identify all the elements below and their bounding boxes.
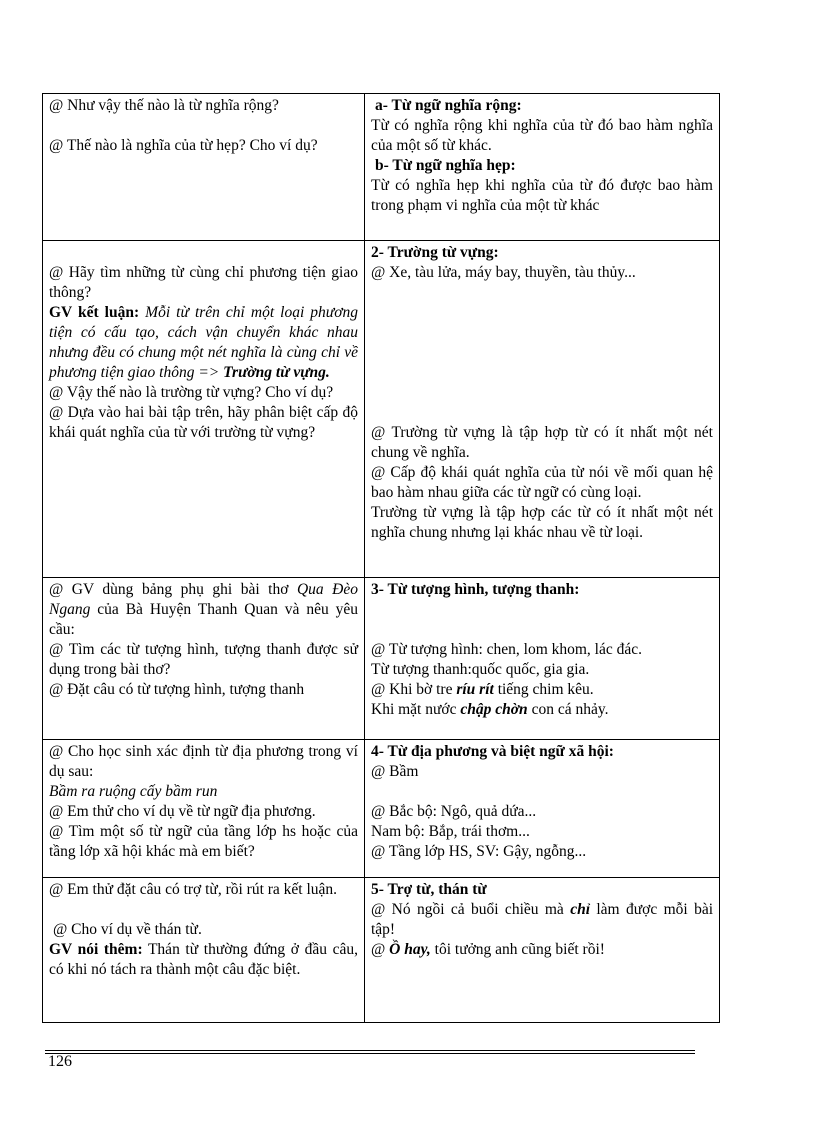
section-heading: 5- Trợ từ, thán từ <box>371 881 487 898</box>
table-row <box>43 241 720 578</box>
question-text: @ Như vậy thế nào là từ nghĩa rộng? <box>49 97 279 114</box>
answer-cell <box>365 578 720 740</box>
sentence-part: @ Nó ngồi cả buổi chiều mà <box>371 901 564 918</box>
table-row <box>43 94 720 241</box>
example-sentence <box>371 700 713 720</box>
section-heading: a- Từ ngữ nghĩa rộng: <box>375 97 522 114</box>
question-text: @ Thế nào là nghĩa của từ hẹp? Cho ví dụ? <box>49 137 318 154</box>
sentence-part: @ <box>371 941 386 958</box>
example-sentence <box>371 900 713 940</box>
lesson-table <box>42 93 720 1023</box>
question-text: @ Đặt câu có từ tượng hình, tượng thanh <box>49 681 305 698</box>
question-cell <box>43 740 365 878</box>
question-text: @ Dựa vào hai bài tập trên, hãy phân biệt cấp độ khái quát nghĩa của từ với trường từ vựng? <box>49 404 358 441</box>
answer-text: @ Từ tượng hình: chen, lom khom, lác đác. <box>371 641 643 658</box>
section-heading: 3- Từ tượng hình, tượng thanh: <box>371 581 580 598</box>
highlight-word: chập chờn <box>460 701 528 718</box>
example-text: @ Xe, tàu lửa, máy bay, thuyền, tàu thủy... <box>371 264 636 281</box>
sentence-part: @ Khi bờ tre <box>371 681 453 698</box>
answer-text: @ Bầm <box>371 763 419 780</box>
answer-text: @ Tầng lớp HS, SV: Gậy, ngỗng... <box>371 843 587 860</box>
highlight-word: chỉ <box>570 901 590 918</box>
answer-text: Trường từ vựng là tập hợp các từ có ít nhất một nét nghĩa chung nhưng lại khác nhau về từ loại. <box>371 504 713 541</box>
sentence-part: con cá nhảy. <box>531 701 609 718</box>
answer-cell <box>365 241 720 578</box>
table-row <box>43 878 720 1023</box>
section-heading: 2- Trường từ vựng: <box>371 244 499 261</box>
sentence-part: tôi tưởng anh cũng biết rồi! <box>434 941 605 958</box>
teacher-label: GV nói thêm: <box>49 941 143 958</box>
highlight-word: Ồ hay, <box>389 941 431 958</box>
question-text: @ Cho học sinh xác định từ địa phương trong ví dụ sau: <box>49 743 358 780</box>
answer-cell <box>365 94 720 241</box>
answer-text: @ Bắc bộ: Ngô, quả dứa... <box>371 803 537 820</box>
question-text <box>49 580 358 640</box>
sentence-part: Khi mặt nước <box>371 701 457 718</box>
answer-text: Từ có nghĩa hẹp khi nghĩa của từ đó được bao hàm trong phạm vi nghĩa của một từ khác <box>371 177 713 214</box>
poem-title: Qua Đèo Ngang <box>49 581 358 618</box>
answer-text: @ Cấp độ khái quát nghĩa của từ nói về mối quan hệ bao hàm nhau giữa các từ ngữ có cùng loại. <box>371 464 713 501</box>
answer-cell <box>365 878 720 1023</box>
section-heading: 4- Từ địa phương và biệt ngữ xã hội: <box>371 743 614 760</box>
table-row <box>43 740 720 878</box>
teacher-conclusion <box>49 303 358 383</box>
question-text: @ Cho ví dụ về thán từ. <box>53 921 202 938</box>
question-text: @ Em thử cho ví dụ về từ ngữ địa phương. <box>49 803 316 820</box>
example-sentence <box>371 680 713 700</box>
question-suffix: của Bà Huyện Thanh Quan và nêu yêu cầu: <box>49 601 358 638</box>
highlight-word: ríu rít <box>456 681 494 698</box>
sentence-part: làm được mỗi bài tập! <box>371 901 714 938</box>
question-cell <box>43 241 365 578</box>
answer-text: Từ có nghĩa rộng khi nghĩa của từ đó bao hàm nghĩa của một số từ khác. <box>371 117 713 154</box>
table-row <box>43 578 720 740</box>
question-text: @ Tìm các từ tượng hình, tượng thanh được sử dụng trong bài thơ? <box>49 641 358 678</box>
section-heading: b- Từ ngữ nghĩa hẹp: <box>375 157 516 174</box>
answer-text: @ Trường từ vựng là tập hợp từ có ít nhất một nét chung về nghĩa. <box>371 424 713 461</box>
example-verse: Bầm ra ruộng cấy bầm run <box>49 783 218 800</box>
answer-cell <box>365 740 720 878</box>
question-text: @ Vậy thế nào là trường từ vựng? Cho ví dụ? <box>49 384 334 401</box>
teacher-note <box>49 940 358 980</box>
question-prefix: @ GV dùng bảng phụ ghi bài thơ <box>49 581 289 598</box>
answer-text: Từ tượng thanh:quốc quốc, gia gia. <box>371 661 590 678</box>
footer-rule <box>45 1050 695 1051</box>
question-cell <box>43 578 365 740</box>
question-cell <box>43 94 365 241</box>
teacher-text: Thán từ thường đứng ở đầu câu, có khi nó tách ra thành một câu đặc biệt. <box>49 941 358 978</box>
question-cell <box>43 878 365 1023</box>
question-text: @ Tìm một số từ ngữ của tầng lớp hs hoặc của tầng lớp xã hội khác mà em biết? <box>49 823 358 860</box>
answer-text: Nam bộ: Bắp, trái thơm... <box>371 823 530 840</box>
sentence-part: tiếng chim kêu. <box>497 681 594 698</box>
footer-rule <box>45 1053 695 1054</box>
page-number: 126 <box>48 1053 72 1070</box>
question-text: @ Hãy tìm những từ cùng chỉ phương tiện giao thông? <box>49 264 358 301</box>
teacher-label: GV kết luận: <box>49 304 140 321</box>
key-term: Trường từ vựng. <box>223 364 330 381</box>
example-sentence <box>371 940 713 960</box>
question-text: @ Em thử đặt câu có trợ từ, rồi rút ra kết luận. <box>49 881 338 898</box>
teacher-text: Mỗi từ trên chỉ một loại phương tiện có cấu tạo, cách vận chuyển khác nhau nhưng đều có chung một nét nghĩa là cùng chỉ về phương tiện giao thông => <box>49 304 359 381</box>
